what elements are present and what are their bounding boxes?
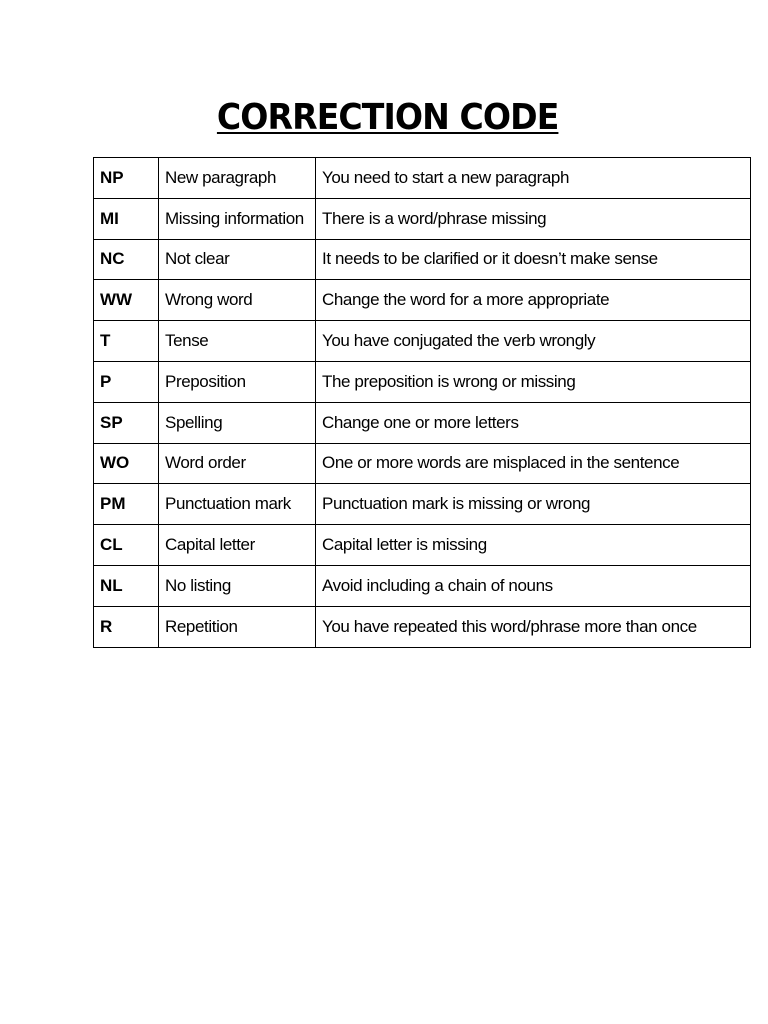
description-cell: There is a word/phrase missing xyxy=(316,198,751,239)
table-row xyxy=(94,280,751,321)
table-row xyxy=(94,158,751,199)
table-row xyxy=(94,402,751,443)
code-cell: T xyxy=(94,321,159,362)
description-cell: You need to start a new paragraph xyxy=(316,158,751,199)
code-cell: NL xyxy=(94,565,159,606)
description-cell: You have conjugated the verb wrongly xyxy=(316,321,751,362)
meaning-cell: Missing information xyxy=(159,198,316,239)
table-row xyxy=(94,239,751,280)
table-row xyxy=(94,443,751,484)
meaning-cell: Punctuation mark xyxy=(159,484,316,525)
code-cell: R xyxy=(94,606,159,647)
description-cell: Avoid including a chain of nouns xyxy=(316,565,751,606)
meaning-cell: No listing xyxy=(159,565,316,606)
code-cell: CL xyxy=(94,525,159,566)
description-cell: One or more words are misplaced in the sentence xyxy=(316,443,751,484)
description-cell: You have repeated this word/phrase more than once xyxy=(316,606,751,647)
code-cell: WW xyxy=(94,280,159,321)
description-cell: Change the word for a more appropriate xyxy=(316,280,751,321)
description-cell: It needs to be clarified or it doesn’t make sense xyxy=(316,239,751,280)
description-cell: Change one or more letters xyxy=(316,402,751,443)
meaning-cell: Capital letter xyxy=(159,525,316,566)
table-row xyxy=(94,198,751,239)
meaning-cell: Preposition xyxy=(159,361,316,402)
table-row xyxy=(94,565,751,606)
meaning-cell: Wrong word xyxy=(159,280,316,321)
code-cell: SP xyxy=(94,402,159,443)
meaning-cell: New paragraph xyxy=(159,158,316,199)
table-row xyxy=(94,606,751,647)
meaning-cell: Spelling xyxy=(159,402,316,443)
meaning-cell: Tense xyxy=(159,321,316,362)
table-row xyxy=(94,525,751,566)
code-cell: NP xyxy=(94,158,159,199)
description-cell: Punctuation mark is missing or wrong xyxy=(316,484,751,525)
page-title-text: CORRECTION CODE xyxy=(216,97,559,138)
description-cell: Capital letter is missing xyxy=(316,525,751,566)
code-cell: WO xyxy=(94,443,159,484)
page-title xyxy=(31,92,738,144)
table-row xyxy=(94,321,751,362)
meaning-cell: Repetition xyxy=(159,606,316,647)
description-cell: The preposition is wrong or missing xyxy=(316,361,751,402)
correction-code-table-body xyxy=(94,158,751,648)
meaning-cell: Word order xyxy=(159,443,316,484)
table-row xyxy=(94,484,751,525)
code-cell: NC xyxy=(94,239,159,280)
code-cell: PM xyxy=(94,484,159,525)
code-cell: P xyxy=(94,361,159,402)
correction-code-table xyxy=(93,157,751,648)
table-row xyxy=(94,361,751,402)
meaning-cell: Not clear xyxy=(159,239,316,280)
code-cell: MI xyxy=(94,198,159,239)
